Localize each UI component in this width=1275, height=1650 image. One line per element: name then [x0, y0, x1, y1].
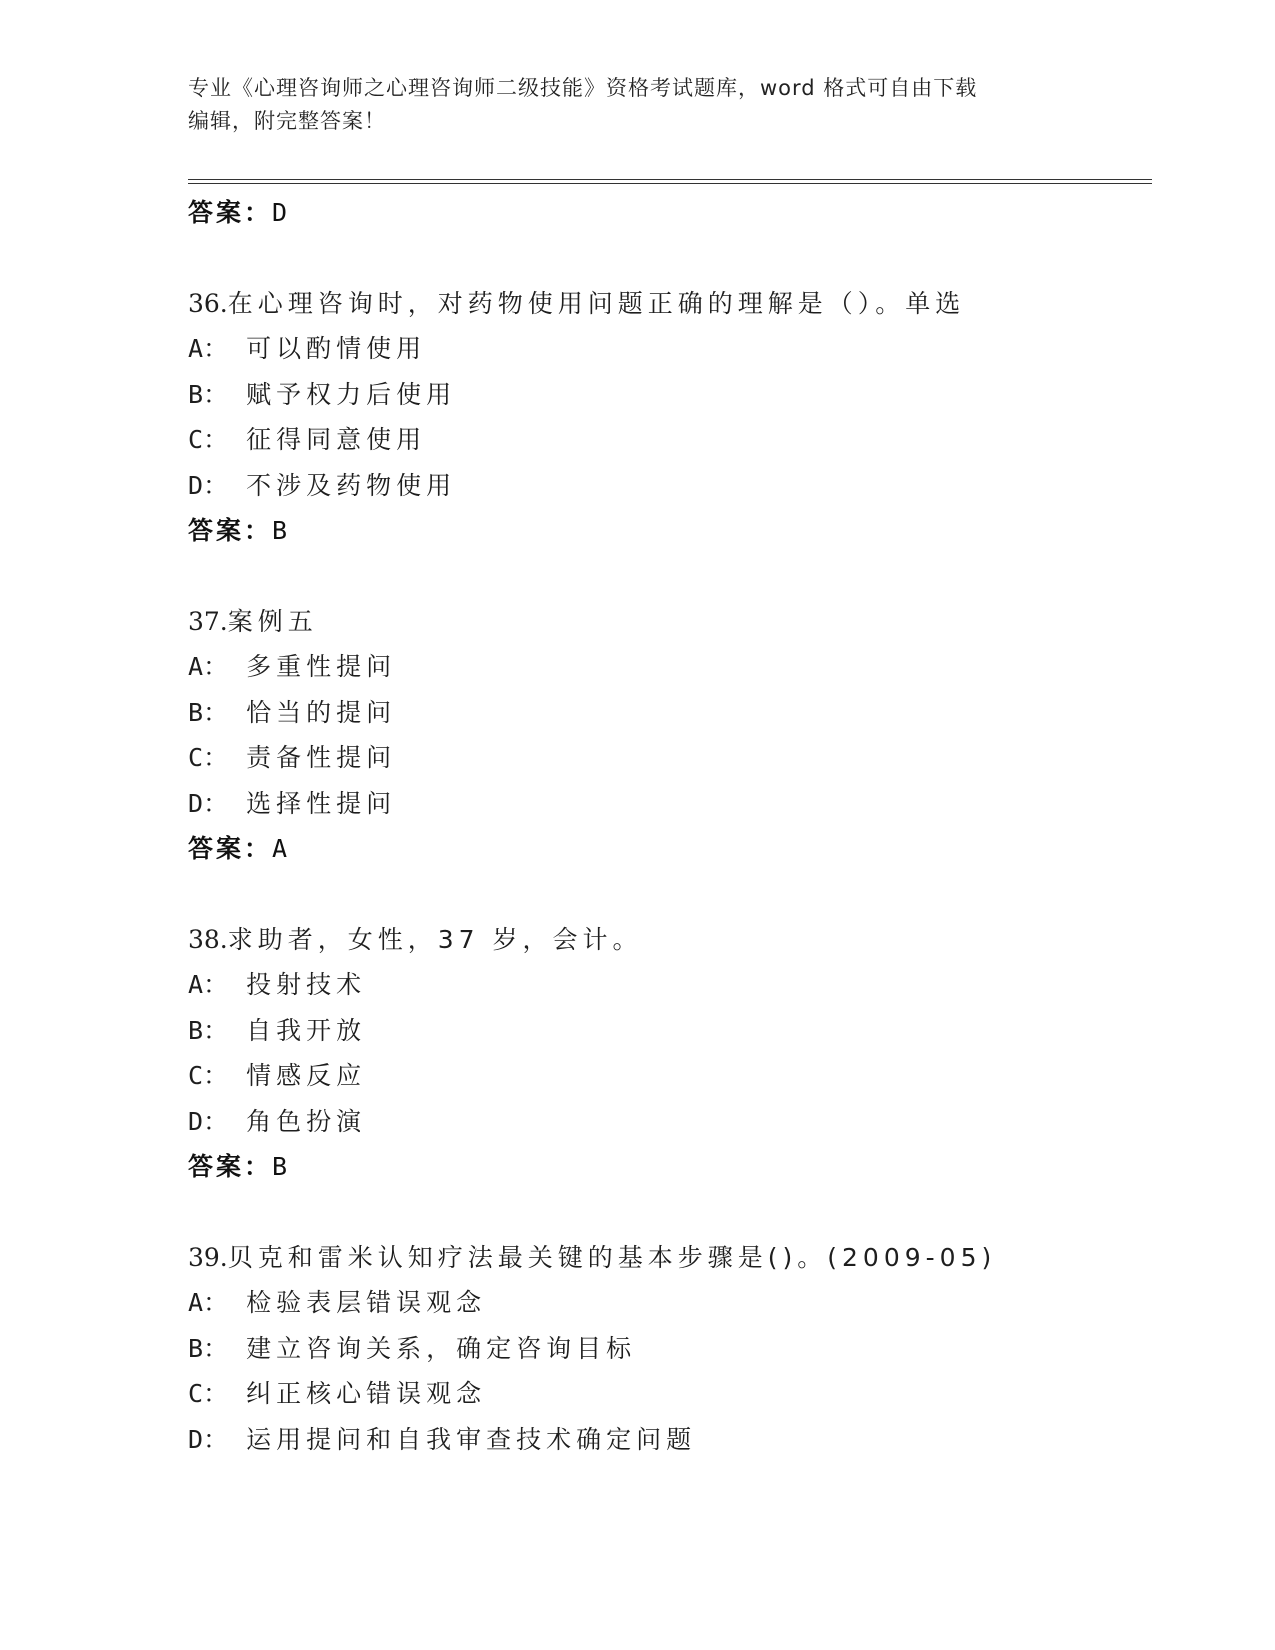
- question-stem: [188, 599, 1148, 645]
- option-b: [188, 690, 1148, 736]
- answer-value: B: [272, 516, 291, 545]
- header-divider: [188, 179, 1152, 184]
- answer-label: 答案：: [188, 198, 273, 227]
- option-text: 可以酌情使用: [246, 334, 427, 363]
- option-a: [188, 644, 1148, 690]
- option-key: A: [188, 652, 204, 681]
- header-line-1: 专业《心理咨询师之心理咨询师二级技能》资格考试题库，word 格式可自由下载: [188, 76, 978, 100]
- answer-line: [188, 1144, 1148, 1190]
- question-number: 37.: [188, 606, 228, 636]
- option-separator: ：: [203, 1379, 229, 1408]
- option-key: D: [188, 1106, 204, 1136]
- answer-line: [188, 190, 1148, 236]
- option-d: [188, 463, 1148, 509]
- question-36: [188, 281, 1148, 554]
- option-a: [188, 326, 1148, 372]
- question-text: 贝克和雷米认知疗法最关键的基本步骤是()。(2009-05): [227, 1242, 997, 1272]
- question-list: [188, 190, 1148, 1462]
- option-separator: ：: [203, 1106, 229, 1136]
- option-text: 检验表层错误观念: [246, 1288, 487, 1317]
- option-text: 不涉及药物使用: [246, 470, 457, 500]
- option-separator: ：: [203, 1288, 229, 1317]
- option-text: 多重性提问: [246, 652, 397, 681]
- option-key: D: [188, 788, 204, 818]
- option-key: A: [188, 334, 204, 363]
- option-text: 恰当的提问: [246, 697, 397, 727]
- option-text: 建立咨询关系，确定咨询目标: [246, 1333, 637, 1363]
- option-text: 责备性提问: [246, 743, 397, 772]
- option-a: [188, 962, 1148, 1008]
- option-separator: ：: [203, 379, 229, 409]
- option-separator: ：: [203, 1061, 229, 1090]
- option-key: B: [188, 1333, 204, 1363]
- option-b: [188, 372, 1148, 418]
- page-header: [188, 72, 1088, 138]
- option-key: C: [188, 1061, 204, 1090]
- option-key: C: [188, 1379, 204, 1408]
- answer-line: [188, 508, 1148, 554]
- option-separator: ：: [203, 1015, 229, 1045]
- question-text: 求助者，女性，37 岁，会计。: [227, 924, 643, 954]
- option-c: [188, 1053, 1148, 1099]
- question-39: [188, 1235, 1148, 1463]
- option-c: [188, 735, 1148, 781]
- option-separator: ：: [203, 697, 229, 727]
- question-37: [188, 599, 1148, 872]
- answer-value: A: [272, 834, 291, 863]
- answer-label: 答案：: [188, 516, 273, 545]
- option-key: A: [188, 1288, 204, 1317]
- option-key: B: [188, 379, 204, 409]
- option-text: 纠正核心错误观念: [246, 1379, 487, 1408]
- option-separator: ：: [203, 970, 229, 999]
- header-line-2: 编辑，附完整答案！: [188, 109, 386, 133]
- option-text: 自我开放: [246, 1015, 367, 1045]
- option-text: 征得同意使用: [246, 425, 427, 454]
- question-text: 在心理咨询时，对药物使用问题正确的理解是（）。单选: [227, 288, 966, 318]
- option-text: 运用提问和自我审查技术确定问题: [246, 1424, 697, 1454]
- question-stem: [188, 1235, 1148, 1281]
- question-number: 39.: [188, 1242, 228, 1272]
- option-d: [188, 1417, 1148, 1463]
- option-text: 投射技术: [246, 970, 367, 999]
- question-number: 38.: [188, 924, 228, 954]
- option-key: D: [188, 470, 204, 500]
- answer-value: B: [272, 1152, 291, 1181]
- option-c: [188, 417, 1148, 463]
- answer-line: [188, 826, 1148, 872]
- question-stem: [188, 917, 1148, 963]
- option-a: [188, 1280, 1148, 1326]
- option-text: 情感反应: [246, 1061, 367, 1090]
- question-number: 36.: [188, 288, 228, 318]
- answer-label: 答案：: [188, 834, 273, 863]
- option-d: [188, 1099, 1148, 1145]
- option-key: C: [188, 425, 204, 454]
- question-text: 案例五: [227, 606, 318, 636]
- option-d: [188, 781, 1148, 827]
- option-separator: ：: [203, 1424, 229, 1454]
- option-separator: ：: [203, 470, 229, 500]
- option-separator: ：: [203, 334, 229, 363]
- option-separator: ：: [203, 1333, 229, 1363]
- option-separator: ：: [203, 743, 229, 772]
- option-key: B: [188, 697, 204, 727]
- option-key: B: [188, 1015, 204, 1045]
- answer-label: 答案：: [188, 1152, 273, 1181]
- option-c: [188, 1371, 1148, 1417]
- option-text: 选择性提问: [246, 788, 397, 818]
- option-b: [188, 1326, 1148, 1372]
- option-text: 角色扮演: [246, 1106, 367, 1136]
- option-key: C: [188, 743, 204, 772]
- option-b: [188, 1008, 1148, 1054]
- answer-value: D: [272, 198, 291, 227]
- option-separator: ：: [203, 788, 229, 818]
- option-separator: ：: [203, 652, 229, 681]
- option-text: 赋予权力后使用: [246, 379, 457, 409]
- option-separator: ：: [203, 425, 229, 454]
- option-key: A: [188, 970, 204, 999]
- question-38: [188, 917, 1148, 1190]
- option-key: D: [188, 1424, 204, 1454]
- question-stem: [188, 281, 1148, 327]
